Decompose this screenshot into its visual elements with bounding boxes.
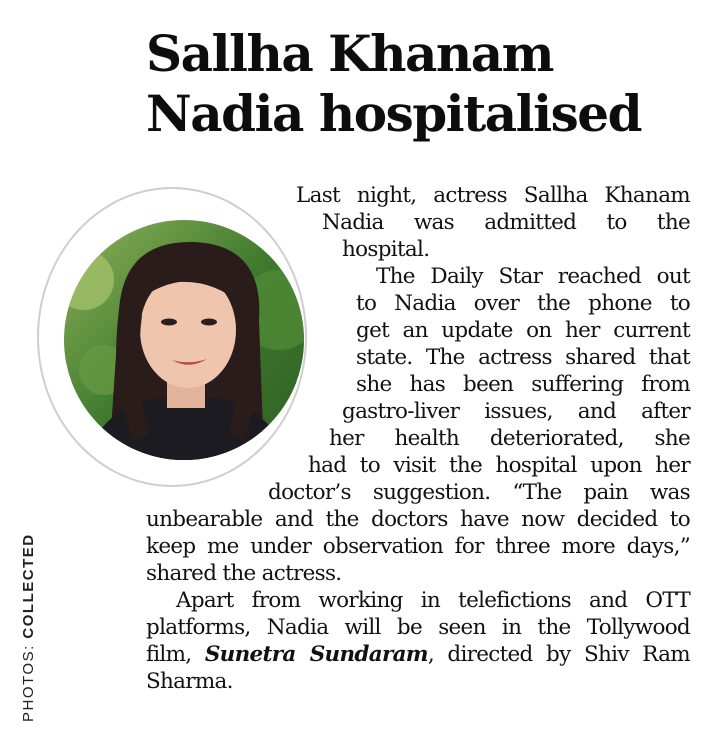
photo-credit-source: COLLECTED [20,533,37,639]
p3-line-1: Apart from working in telefictions and OTT [176,588,690,613]
photo-credit-label: PHOTOS: [20,644,37,722]
film-title: Sunetra Sundaram [204,642,428,667]
p2-line-6: gastro-liver issues, and after [342,399,690,424]
p2-line-5: she has been suffering from [356,372,690,397]
p2-line-7: her health deteriorated, she [329,426,690,451]
p1-line-1: Last night, actress Sallha Khanam [296,183,690,208]
p2-line-9: doctor’s suggestion. “The pain was [268,480,690,505]
p2-line-1: The Daily Star reached out [376,264,690,289]
p2-line-4: state. The actress shared that [356,345,690,370]
p3-line-2: platforms, Nadia will be seen in the Tollywood [146,615,690,640]
p2-line-8: had to visit the hospital upon her [308,453,690,478]
headline [146,24,691,144]
p3-line-4: Sharma. [146,669,233,694]
p2-line-2: to Nadia over the phone to [356,291,690,316]
p1-line-2: Nadia was admitted to the [322,210,690,235]
article-body [146,182,690,695]
p2-line-3: get an update on her current [356,318,690,343]
p3-film-prefix: film, [146,642,205,667]
p2-line-12: shared the actress. [146,561,342,586]
headline-line-2: Nadia hospitalised [146,84,642,143]
p2-line-10: unbearable and the doctors have now decided to [146,507,690,532]
p3-film-suffix: , directed by Shiv Ram [427,642,690,667]
p2-line-11: keep me under observation for three more days,” [146,534,690,559]
p1-line-3: hospital. [342,237,430,262]
headline-line-1: Sallha Khanam [146,24,554,83]
photo-credit [20,533,37,722]
p3-line-3 [146,641,690,668]
